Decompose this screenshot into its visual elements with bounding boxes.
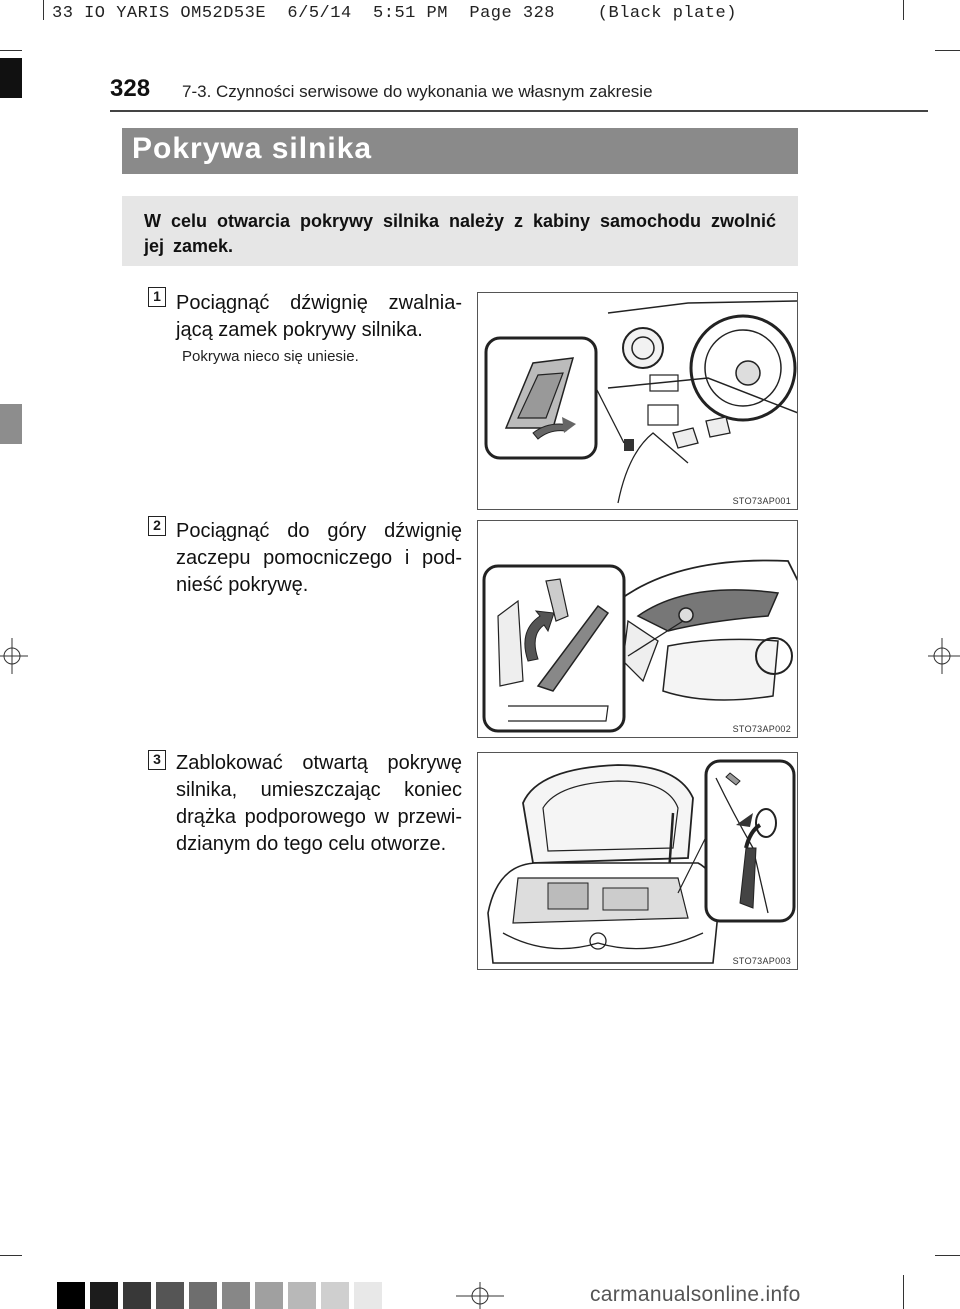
step-number: 1	[148, 287, 166, 307]
registration-mark	[928, 636, 960, 676]
figure-auxiliary-catch	[477, 520, 798, 738]
step-text: Pociągnąć dźwignię zwalnia-jącą zamek pokrywy silnika.	[176, 292, 462, 341]
step-number: 2	[148, 516, 166, 536]
color-swatch	[222, 1282, 250, 1309]
figure-code: STO73AP001	[732, 496, 791, 506]
color-swatch	[57, 1282, 85, 1309]
step-text: Zablokować otwartą pokrywę silnika, umieszczając koniec drążka podporowego w przewi-dzianym do tego celu otworze.	[176, 752, 462, 855]
section-title: 7-3. Czynności serwisowe do wykonania we własnym zakresie	[182, 82, 653, 101]
figure-hood-release-lever	[477, 292, 798, 510]
print-header: 33 IO YARIS OM52D53E 6/5/14 5:51 PM Page 328 (Black plate)	[52, 4, 737, 23]
registration-mark	[0, 636, 28, 676]
chapter-tab	[0, 58, 22, 98]
figure-code: STO73AP003	[732, 956, 791, 966]
color-swatch	[123, 1282, 151, 1309]
intro-box	[122, 196, 798, 266]
color-swatch	[189, 1282, 217, 1309]
support-rod-illustration	[478, 753, 798, 970]
color-swatch	[90, 1282, 118, 1309]
crop-mark	[43, 0, 44, 20]
crop-mark	[903, 1275, 904, 1309]
step-number: 3	[148, 750, 166, 770]
crop-mark	[935, 1255, 960, 1256]
crop-mark	[0, 1255, 22, 1256]
crop-mark	[0, 50, 22, 51]
chapter-tab	[0, 404, 22, 444]
step-note: Pokrywa nieco się uniesie.	[182, 348, 359, 365]
color-swatch	[255, 1282, 283, 1309]
page-title: Pokrywa silnika	[132, 132, 373, 165]
figure-support-rod	[477, 752, 798, 970]
registration-mark	[456, 1282, 504, 1309]
auxiliary-catch-illustration	[478, 521, 798, 738]
color-swatch	[321, 1282, 349, 1309]
intro-text: W celu otwarcia pokrywy silnika należy z kabiny samochodu zwolnić jej zamek.	[144, 211, 776, 256]
crop-mark	[935, 50, 960, 51]
step-text: Pociągnąć do góry dźwignię zaczepu pomocniczego i pod-nieść pokrywę.	[176, 520, 462, 596]
color-swatch	[288, 1282, 316, 1309]
header-rule	[110, 110, 928, 112]
color-swatch	[156, 1282, 184, 1309]
hood-release-illustration	[478, 293, 798, 510]
figure-code: STO73AP002	[732, 724, 791, 734]
page-number: 328	[110, 75, 151, 102]
title-bar	[122, 128, 798, 174]
color-swatch	[354, 1282, 382, 1309]
crop-mark	[903, 0, 904, 20]
watermark: carmanualsonline.info	[590, 1283, 801, 1306]
